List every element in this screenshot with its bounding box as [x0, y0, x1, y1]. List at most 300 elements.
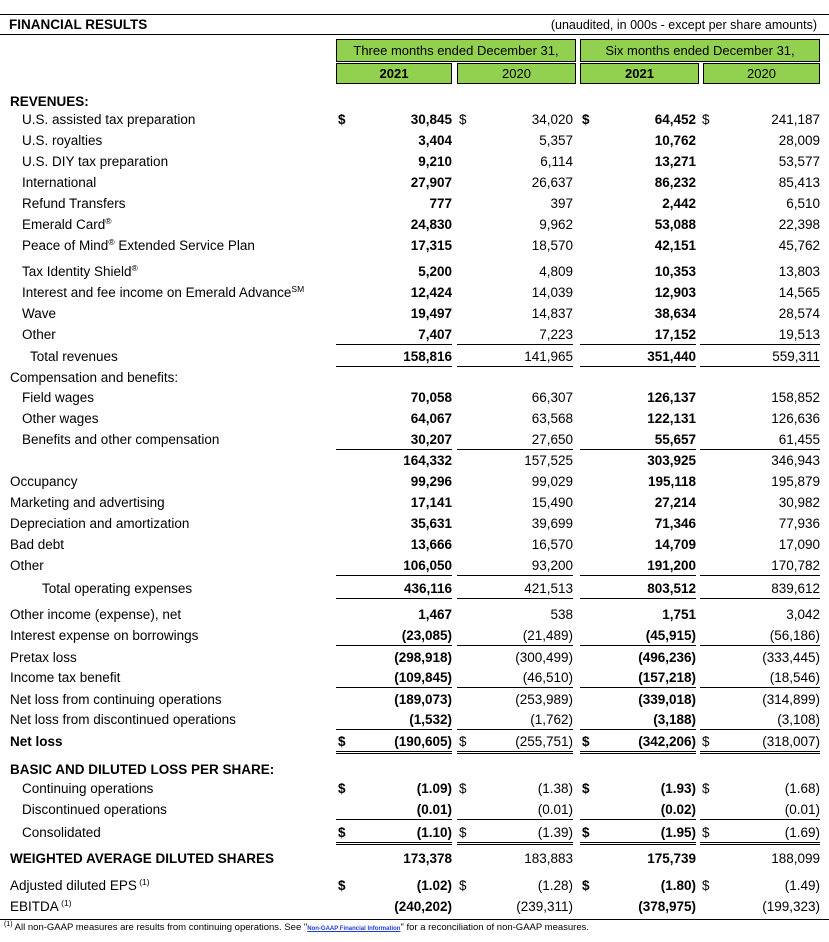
table-row: [0, 215, 829, 235]
cell-six-months-2021: [580, 779, 696, 798]
cell-three-months-2020: [457, 388, 573, 407]
cell-six-months-2021: [580, 710, 696, 730]
row-label: [10, 760, 274, 780]
row-label: [10, 876, 150, 896]
cell-three-months-2020: [457, 194, 573, 213]
cell-three-months-2021: [336, 579, 452, 599]
cell-value: 14,837: [531, 306, 573, 321]
table-row: [0, 262, 829, 282]
cell-six-months-2020: [700, 535, 820, 554]
year-header-3m-2021: 2021: [336, 63, 452, 84]
cell-value: 195,118: [647, 474, 696, 489]
footnote-text-before: All non-GAAP measures are results from continuing operations. See ": [12, 922, 308, 933]
cell-six-months-2021: [580, 347, 696, 367]
cell-value: 17,315: [410, 238, 452, 253]
table-row: [0, 152, 829, 172]
cell-six-months-2021: [580, 732, 696, 754]
cell-value: 66,307: [531, 390, 573, 405]
cell-three-months-2020: [457, 897, 573, 916]
cell-value: 19,497: [410, 306, 452, 321]
currency-symbol: $: [459, 112, 467, 127]
footnote-text-after: " for a reconciliation of non-GAAP measures.: [400, 922, 590, 933]
cell-value: 351,440: [647, 349, 696, 364]
cell-value: 188,099: [771, 851, 820, 866]
cell-three-months-2021: [336, 535, 452, 554]
row-label: [22, 388, 94, 408]
currency-symbol: $: [582, 781, 590, 796]
cell-six-months-2020: [700, 194, 820, 213]
cell-value: 99,029: [531, 474, 573, 489]
cell-three-months-2021: [336, 131, 452, 150]
cell-six-months-2020: [700, 668, 820, 688]
row-label: [22, 131, 102, 151]
cell-six-months-2021: [580, 823, 696, 845]
cell-value: 195,879: [771, 474, 820, 489]
cell-value: 141,965: [524, 349, 573, 364]
cell-value: 175,739: [647, 851, 696, 866]
table-row: [0, 283, 829, 303]
cell-six-months-2020: [700, 876, 820, 895]
row-label-text: WEIGHTED AVERAGE DILUTED SHARES: [10, 851, 275, 866]
row-label-text: Adjusted diluted EPS: [10, 878, 137, 893]
cell-three-months-2020: [457, 732, 573, 754]
cell-value: 14,709: [654, 537, 696, 552]
table-row: [0, 409, 829, 429]
row-label-text: Refund Transfers: [22, 196, 126, 211]
cell-six-months-2021: [580, 409, 696, 428]
cell-value: 14,039: [531, 285, 573, 300]
footnote-ref: (1): [61, 898, 72, 908]
cell-three-months-2020: [457, 110, 573, 129]
cell-three-months-2021: [336, 472, 452, 491]
currency-symbol: $: [582, 734, 590, 749]
cell-value: 26,637: [531, 175, 573, 190]
cell-value: (253,989): [515, 692, 573, 707]
table-row: [0, 173, 829, 193]
cell-three-months-2020: [457, 472, 573, 491]
cell-three-months-2020: [457, 409, 573, 428]
trademark-mark: ®: [105, 216, 112, 226]
cell-value: 42,151: [654, 238, 696, 253]
cell-three-months-2020: [457, 779, 573, 798]
cell-value: (1.02): [416, 878, 452, 893]
row-label: [22, 800, 167, 820]
cell-value: 191,200: [647, 558, 696, 573]
cell-value: (1.68): [784, 781, 820, 796]
cell-six-months-2021: [580, 236, 696, 255]
cell-value: 421,513: [524, 581, 573, 596]
currency-symbol: $: [338, 112, 346, 127]
cell-six-months-2020: [700, 626, 820, 646]
cell-six-months-2020: [700, 579, 820, 599]
cell-three-months-2021: [336, 800, 452, 820]
bottom-rule: [0, 919, 829, 920]
cell-value: 1,467: [418, 607, 452, 622]
table-row: [0, 668, 829, 688]
cell-value: 53,577: [778, 154, 820, 169]
cell-three-months-2021: [336, 173, 452, 192]
cell-value: 64,067: [410, 411, 452, 426]
cell-six-months-2021: [580, 131, 696, 150]
row-label: [10, 668, 120, 688]
cell-value: 6,510: [786, 196, 820, 211]
cell-value: 6,114: [540, 154, 573, 169]
table-row: [0, 823, 829, 843]
cell-six-months-2020: [700, 849, 820, 868]
table-row: [0, 760, 829, 780]
cell-value: 61,455: [778, 432, 820, 447]
cell-six-months-2021: [580, 152, 696, 171]
row-label-text: Other: [10, 558, 44, 573]
cell-six-months-2021: [580, 800, 696, 820]
cell-value: 28,574: [778, 306, 820, 321]
table-row: [0, 493, 829, 513]
cell-three-months-2020: [457, 173, 573, 192]
currency-symbol: $: [338, 781, 346, 796]
cell-six-months-2020: [700, 556, 820, 576]
cell-three-months-2021: [336, 409, 452, 428]
cell-three-months-2021: [336, 849, 452, 868]
cell-six-months-2021: [580, 579, 696, 599]
row-label-text: EBITDA: [10, 899, 59, 914]
cell-value: 53,088: [654, 217, 696, 232]
row-label: [22, 194, 126, 214]
cell-value: (1.38): [537, 781, 573, 796]
cell-value: 70,058: [410, 390, 452, 405]
row-label-text: Pretax loss: [10, 650, 77, 665]
cell-three-months-2021: [336, 347, 452, 367]
cell-six-months-2021: [580, 514, 696, 533]
cell-six-months-2020: [700, 690, 820, 709]
cell-six-months-2021: [580, 535, 696, 554]
cell-value: 777: [429, 196, 452, 211]
cell-three-months-2020: [457, 690, 573, 709]
row-label-text: Bad debt: [10, 537, 65, 552]
cell-value: 7,223: [539, 327, 573, 342]
cell-value: 38,634: [654, 306, 696, 321]
trademark-mark: SM: [291, 284, 305, 294]
table-row: [0, 110, 829, 130]
cell-value: (255,751): [515, 734, 573, 749]
row-label: [22, 325, 56, 345]
cell-value: (109,845): [394, 670, 452, 685]
cell-three-months-2020: [457, 215, 573, 234]
cell-six-months-2021: [580, 876, 696, 895]
cell-value: 10,353: [654, 264, 696, 279]
footnote-marker: (1): [4, 921, 13, 928]
cell-value: 63,568: [531, 411, 573, 426]
row-label: [10, 92, 89, 112]
six-months-header: Six months ended December 31,: [580, 39, 820, 62]
cell-value: 39,699: [531, 516, 573, 531]
row-label-text: U.S. DIY tax preparation: [22, 154, 169, 169]
table-row: [0, 897, 829, 917]
table-row: [0, 236, 829, 256]
cell-value: (0.01): [416, 802, 452, 817]
cell-six-months-2021: [580, 262, 696, 281]
cell-six-months-2020: [700, 283, 820, 302]
cell-value: 55,657: [654, 432, 696, 447]
non-gaap-link[interactable]: Non-GAAP Financial Information: [307, 926, 401, 932]
table-row: [0, 388, 829, 408]
cell-value: 126,137: [647, 390, 696, 405]
cell-value: 30,845: [410, 112, 452, 127]
page-title: FINANCIAL RESULTS: [9, 17, 148, 32]
row-label: [22, 779, 153, 799]
cell-three-months-2021: [336, 823, 452, 845]
cell-value: 122,131: [647, 411, 696, 426]
cell-three-months-2021: [336, 897, 452, 916]
cell-six-months-2021: [580, 668, 696, 688]
cell-six-months-2020: [700, 131, 820, 150]
cell-six-months-2020: [700, 347, 820, 367]
row-label-text: International: [22, 175, 97, 190]
cell-six-months-2021: [580, 283, 696, 302]
table-row: [0, 800, 829, 820]
cell-six-months-2020: [700, 110, 820, 129]
cell-value: 10,762: [654, 133, 696, 148]
cell-value: (46,510): [522, 670, 573, 685]
cell-six-months-2020: [700, 304, 820, 323]
cell-three-months-2020: [457, 262, 573, 281]
cell-six-months-2021: [580, 493, 696, 512]
row-label-text: Consolidated: [22, 825, 101, 840]
cell-value: 839,612: [771, 581, 820, 596]
cell-value: 99,296: [410, 474, 452, 489]
row-label-text: Emerald Card: [22, 217, 106, 232]
row-label: [22, 215, 112, 235]
table-row: [0, 472, 829, 492]
cell-three-months-2020: [457, 800, 573, 820]
row-label: [10, 626, 198, 646]
cell-value: 803,512: [647, 581, 696, 596]
cell-value: 34,020: [531, 112, 573, 127]
table-row: [0, 710, 829, 730]
cell-value: 30,207: [410, 432, 452, 447]
cell-three-months-2021: [336, 194, 452, 213]
cell-three-months-2021: [336, 325, 452, 345]
currency-symbol: $: [338, 734, 346, 749]
cell-value: (1.09): [416, 781, 452, 796]
table-row: [0, 92, 829, 112]
cell-value: 24,830: [410, 217, 452, 232]
table-row: [0, 347, 829, 367]
row-label: [42, 579, 192, 599]
cell-value: (1.69): [784, 825, 820, 840]
row-label: [10, 493, 165, 513]
cell-six-months-2021: [580, 430, 696, 450]
table-row: [0, 451, 829, 471]
cell-six-months-2020: [700, 409, 820, 428]
cell-value: (1.39): [537, 825, 573, 840]
cell-value: 5,357: [539, 133, 573, 148]
row-label: [10, 732, 63, 752]
cell-six-months-2021: [580, 897, 696, 916]
cell-three-months-2021: [336, 710, 452, 730]
cell-three-months-2021: [336, 388, 452, 407]
cell-value: (378,975): [638, 899, 696, 914]
cell-value: (298,918): [394, 650, 452, 665]
row-label: [30, 347, 118, 367]
row-label-text: U.S. assisted tax preparation: [22, 112, 196, 127]
cell-three-months-2020: [457, 710, 573, 730]
row-label: [10, 710, 236, 730]
cell-value: 170,782: [771, 558, 820, 573]
cell-value: (342,206): [638, 734, 696, 749]
cell-value: 5,200: [418, 264, 452, 279]
cell-value: 538: [550, 607, 573, 622]
cell-value: 12,903: [654, 285, 696, 300]
cell-value: (314,899): [762, 692, 820, 707]
cell-value: 9,962: [539, 217, 573, 232]
cell-three-months-2020: [457, 668, 573, 688]
row-label: [22, 262, 138, 282]
row-label-text: Discontinued operations: [22, 802, 167, 817]
cell-value: 157,525: [524, 453, 573, 468]
cell-value: (3,188): [653, 712, 696, 727]
cell-six-months-2021: [580, 194, 696, 213]
row-label-text: Net loss from continuing operations: [10, 692, 222, 707]
cell-value: 173,378: [403, 851, 452, 866]
cell-value: 13,271: [654, 154, 696, 169]
trademark-mark: ®: [131, 263, 138, 273]
cell-six-months-2020: [700, 325, 820, 345]
table-row: [0, 535, 829, 555]
row-label-text: U.S. royalties: [22, 133, 103, 148]
currency-symbol: $: [702, 878, 710, 893]
row-label: [22, 823, 101, 843]
cell-value: (318,007): [762, 734, 820, 749]
cell-value: (18,546): [769, 670, 820, 685]
cell-value: (0.02): [660, 802, 696, 817]
row-label-text: Other income (expense), net: [10, 607, 182, 622]
cell-value: 346,943: [771, 453, 820, 468]
cell-value: 106,050: [403, 558, 452, 573]
cell-value: 158,852: [771, 390, 820, 405]
row-label-suffix: Extended Service Plan: [114, 238, 255, 253]
row-label-text: Other wages: [22, 411, 99, 426]
row-label-text: Benefits and other compensation: [22, 432, 220, 447]
year-header-6m-2021: 2021: [580, 63, 699, 84]
cell-three-months-2021: [336, 493, 452, 512]
row-label-text: BASIC AND DILUTED LOSS PER SHARE:: [10, 762, 275, 777]
table-row: [0, 514, 829, 534]
cell-three-months-2021: [336, 648, 452, 667]
cell-value: (1.10): [416, 825, 452, 840]
cell-value: (1.80): [660, 878, 696, 893]
cell-three-months-2021: [336, 430, 452, 450]
table-row: [0, 648, 829, 668]
row-label-text: Compensation and benefits:: [10, 370, 179, 385]
cell-six-months-2021: [580, 388, 696, 407]
currency-symbol: $: [459, 781, 467, 796]
cell-value: 19,513: [778, 327, 820, 342]
cell-three-months-2020: [457, 849, 573, 868]
row-label-text: Peace of Mind: [22, 238, 109, 253]
cell-value: (0.01): [784, 802, 820, 817]
row-label: [10, 605, 181, 625]
row-label-text: Interest and fee income on Emerald Advance: [22, 285, 292, 300]
cell-three-months-2020: [457, 451, 573, 470]
cell-three-months-2021: [336, 514, 452, 533]
cell-three-months-2021: [336, 110, 452, 129]
currency-symbol: $: [459, 734, 467, 749]
currency-symbol: $: [459, 825, 467, 840]
cell-value: (239,311): [516, 899, 573, 914]
cell-value: (190,605): [394, 734, 452, 749]
cell-value: (199,323): [762, 899, 820, 914]
cell-six-months-2020: [700, 430, 820, 450]
cell-value: 13,666: [410, 537, 452, 552]
table-row: [0, 732, 829, 752]
currency-symbol: $: [702, 781, 710, 796]
cell-three-months-2021: [336, 779, 452, 798]
cell-six-months-2020: [700, 215, 820, 234]
cell-value: 64,452: [654, 112, 696, 127]
cell-three-months-2021: [336, 690, 452, 709]
cell-value: (0.01): [537, 802, 573, 817]
table-row: [0, 849, 829, 869]
cell-value: (1.93): [660, 781, 696, 796]
cell-three-months-2020: [457, 304, 573, 323]
cell-value: (157,218): [638, 670, 696, 685]
cell-value: 13,803: [778, 264, 820, 279]
cell-value: 559,311: [772, 349, 820, 364]
row-label-text: Interest expense on borrowings: [10, 628, 199, 643]
cell-three-months-2021: [336, 215, 452, 234]
cell-three-months-2021: [336, 152, 452, 171]
cell-value: 27,650: [531, 432, 573, 447]
cell-value: 71,346: [654, 516, 696, 531]
cell-value: 14,565: [778, 285, 820, 300]
cell-three-months-2021: [336, 668, 452, 688]
cell-value: (56,186): [769, 628, 820, 643]
cell-value: (1,532): [409, 712, 452, 727]
cell-six-months-2020: [700, 173, 820, 192]
currency-symbol: $: [459, 878, 467, 893]
cell-three-months-2021: [336, 236, 452, 255]
currency-symbol: $: [702, 734, 710, 749]
cell-three-months-2021: [336, 732, 452, 754]
cell-value: 86,232: [654, 175, 696, 190]
cell-six-months-2021: [580, 556, 696, 576]
table-row: [0, 304, 829, 324]
cell-value: (496,236): [638, 650, 696, 665]
cell-six-months-2020: [700, 732, 820, 754]
cell-value: 17,141: [410, 495, 452, 510]
row-label-text: Net loss from discontinued operations: [10, 712, 236, 727]
cell-six-months-2021: [580, 173, 696, 192]
cell-three-months-2021: [336, 876, 452, 895]
cell-value: (1.95): [660, 825, 696, 840]
cell-three-months-2020: [457, 605, 573, 624]
row-label: [22, 304, 56, 324]
row-label: [22, 110, 195, 130]
cell-six-months-2020: [700, 493, 820, 512]
row-label: [22, 173, 96, 193]
table-row: [0, 579, 829, 599]
cell-value: (1,762): [530, 712, 573, 727]
cell-three-months-2021: [336, 262, 452, 281]
cell-six-months-2020: [700, 823, 820, 845]
cell-three-months-2021: [336, 283, 452, 302]
cell-six-months-2020: [700, 779, 820, 798]
cell-value: (1.49): [784, 878, 820, 893]
currency-symbol: $: [702, 112, 710, 127]
cell-three-months-2020: [457, 579, 573, 599]
cell-three-months-2020: [457, 152, 573, 171]
cell-value: 1,751: [662, 607, 696, 622]
